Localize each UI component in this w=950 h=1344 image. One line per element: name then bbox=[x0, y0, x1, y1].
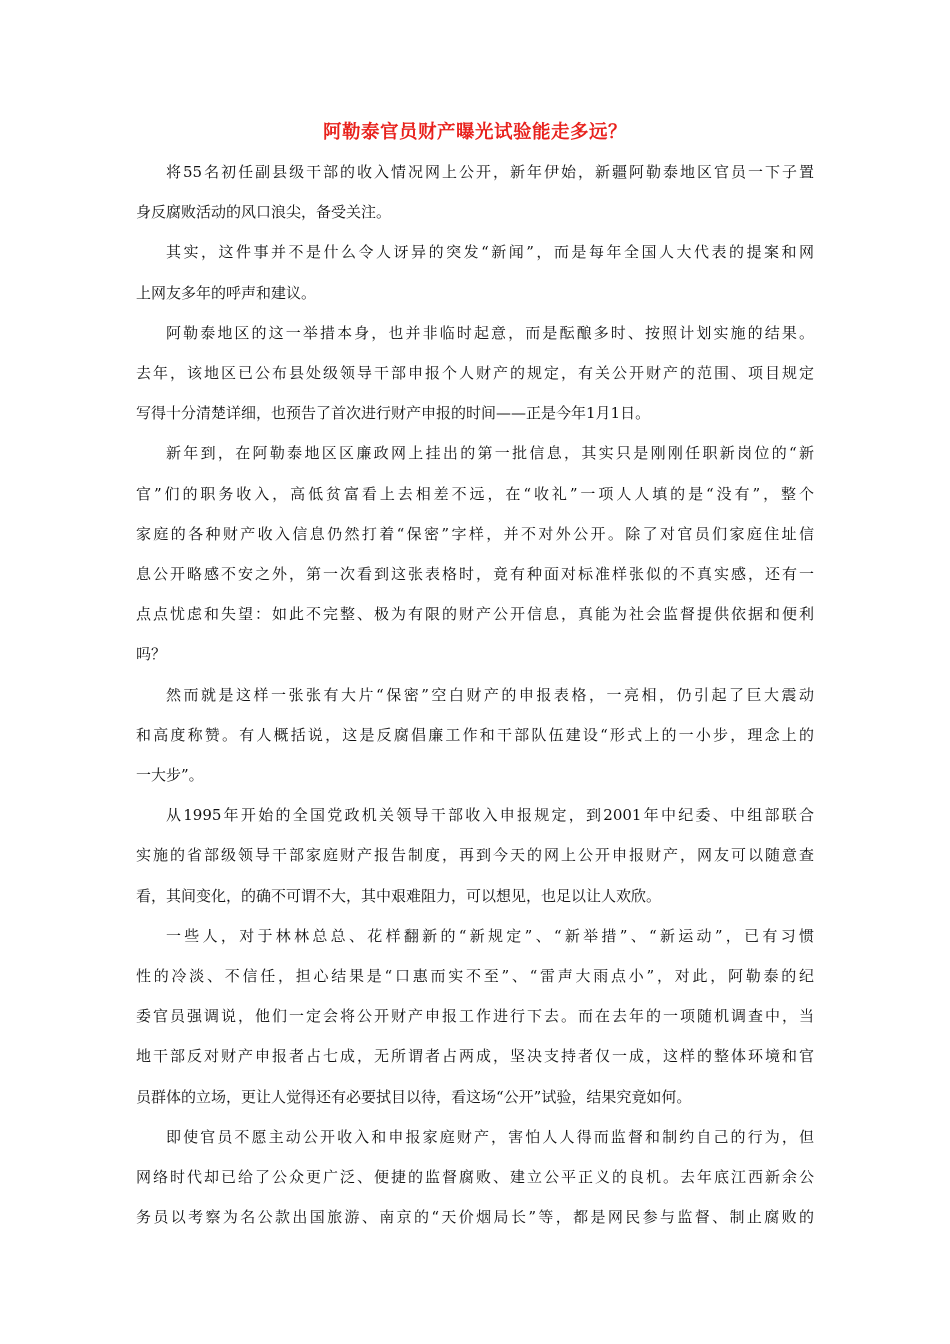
document-body bbox=[136, 152, 814, 1237]
paragraph-line: 去年，该地区已公布县处级领导干部申报个人财产的规定，有关公开财产的范围、项目规定 bbox=[136, 364, 814, 383]
paragraph-line: 网络时代却已给了公众更广泛、便捷的监督腐败、建立公平正义的良机。去年底江西新余公 bbox=[136, 1168, 814, 1187]
document-page bbox=[136, 118, 814, 1237]
paragraph-line: 其实，这件事并不是什么令人讶异的突发“新闻”，而是每年全国人大代表的提案和网 bbox=[166, 243, 814, 262]
paragraph bbox=[136, 1117, 814, 1238]
paragraph-line: 身反腐败活动的风口浪尖，备受关注。 bbox=[136, 203, 392, 222]
paragraph-line: 将55名初任副县级干部的收入情况网上公开，新年伊始，新疆阿勒泰地区官员一下子置 bbox=[166, 163, 814, 181]
paragraph-line: 然而就是这样一张张有大片“保密”空白财产的申报表格，一亮相，仍引起了巨大震动 bbox=[166, 685, 814, 704]
paragraph-line: 新年到，在阿勒泰地区区廉政网上挂出的第一批信息，其实只是刚刚任职新岗位的“新 bbox=[166, 444, 814, 463]
paragraph-line: 阿勒泰地区的这一举措本身，也并非临时起意，而是酝酿多时、按照计划实施的结果。 bbox=[166, 323, 814, 342]
document-title: 阿勒泰官员财产曝光试验能走多远？ bbox=[322, 122, 627, 143]
paragraph bbox=[136, 795, 814, 916]
paragraph bbox=[136, 675, 814, 796]
paragraph-line: 写得十分清楚详细，也预告了首次进行财产申报的时间——正是今年1月1日。 bbox=[136, 404, 651, 423]
paragraph-line: 一些人，对于林林总总、花样翻新的“新规定”、“新举措”、“新运动”，已有习惯 bbox=[166, 926, 814, 945]
paragraph-line: 地干部反对财产申报者占七成，无所谓者占两成，坚决支持者仅一成，这样的整体环境和官 bbox=[136, 1047, 814, 1066]
paragraph-line: 官”们的职务收入，高低贫富看上去相差不远，在“收礼”一项人人填的是“没有”，整个 bbox=[136, 484, 814, 503]
paragraph-line: 一大步”。 bbox=[136, 766, 204, 785]
paragraph bbox=[136, 232, 814, 312]
paragraph bbox=[136, 916, 814, 1117]
paragraph-line: 员群体的立场，更让人觉得还有必要拭目以待，看这场“公开”试验，结果究竟如何。 bbox=[136, 1087, 692, 1106]
paragraph-line: 实施的省部级领导干部家庭财产报告制度，再到今天的网上公开申报财产，网友可以随意查 bbox=[136, 846, 814, 865]
paragraph-line: 从1995年开始的全国党政机关领导干部收入申报规定，到2001年中纪委、中组部联合 bbox=[166, 806, 814, 825]
paragraph bbox=[136, 313, 814, 434]
paragraph-line: 息公开略感不安之外，第一次看到这张表格时，竟有种面对标准样张似的不真实感，还有一 bbox=[136, 565, 814, 584]
paragraph-line: 性的冷淡、不信任，担心结果是“口惠而实不至”、“雷声大雨点小”，对此，阿勒泰的纪 bbox=[136, 967, 814, 986]
paragraph-line: 委官员强调说，他们一定会将公开财产申报工作进行下去。而在去年的一项随机调查中，当 bbox=[136, 1007, 814, 1026]
paragraph-line: 即使官员不愿主动公开收入和申报家庭财产，害怕人人得而监督和制约自己的行为，但 bbox=[166, 1127, 814, 1146]
paragraph-line: 和高度称赞。有人概括说，这是反腐倡廉工作和干部队伍建设“形式上的一小步，理念上的 bbox=[136, 725, 814, 744]
paragraph bbox=[136, 433, 814, 674]
paragraph-line: 家庭的各种财产收入信息仍然打着“保密”字样，并不对外公开。除了对官员们家庭住址信 bbox=[136, 524, 814, 543]
paragraph-line: 上网友多年的呼声和建议。 bbox=[136, 283, 317, 302]
paragraph-line: 务员以考察为名公款出国旅游、南京的“天价烟局长”等，都是网民参与监督、制止腐败的 bbox=[136, 1208, 814, 1227]
paragraph-line: 点点忧虑和失望：如此不完整、极为有限的财产公开信息，真能为社会监督提供依据和便利 bbox=[136, 605, 814, 624]
paragraph-line: 看，其间变化，的确不可谓不大，其中艰难阻力，可以想见，也足以让人欢欣。 bbox=[136, 886, 662, 905]
paragraph bbox=[136, 152, 814, 232]
paragraph-line: 吗？ bbox=[136, 645, 167, 664]
